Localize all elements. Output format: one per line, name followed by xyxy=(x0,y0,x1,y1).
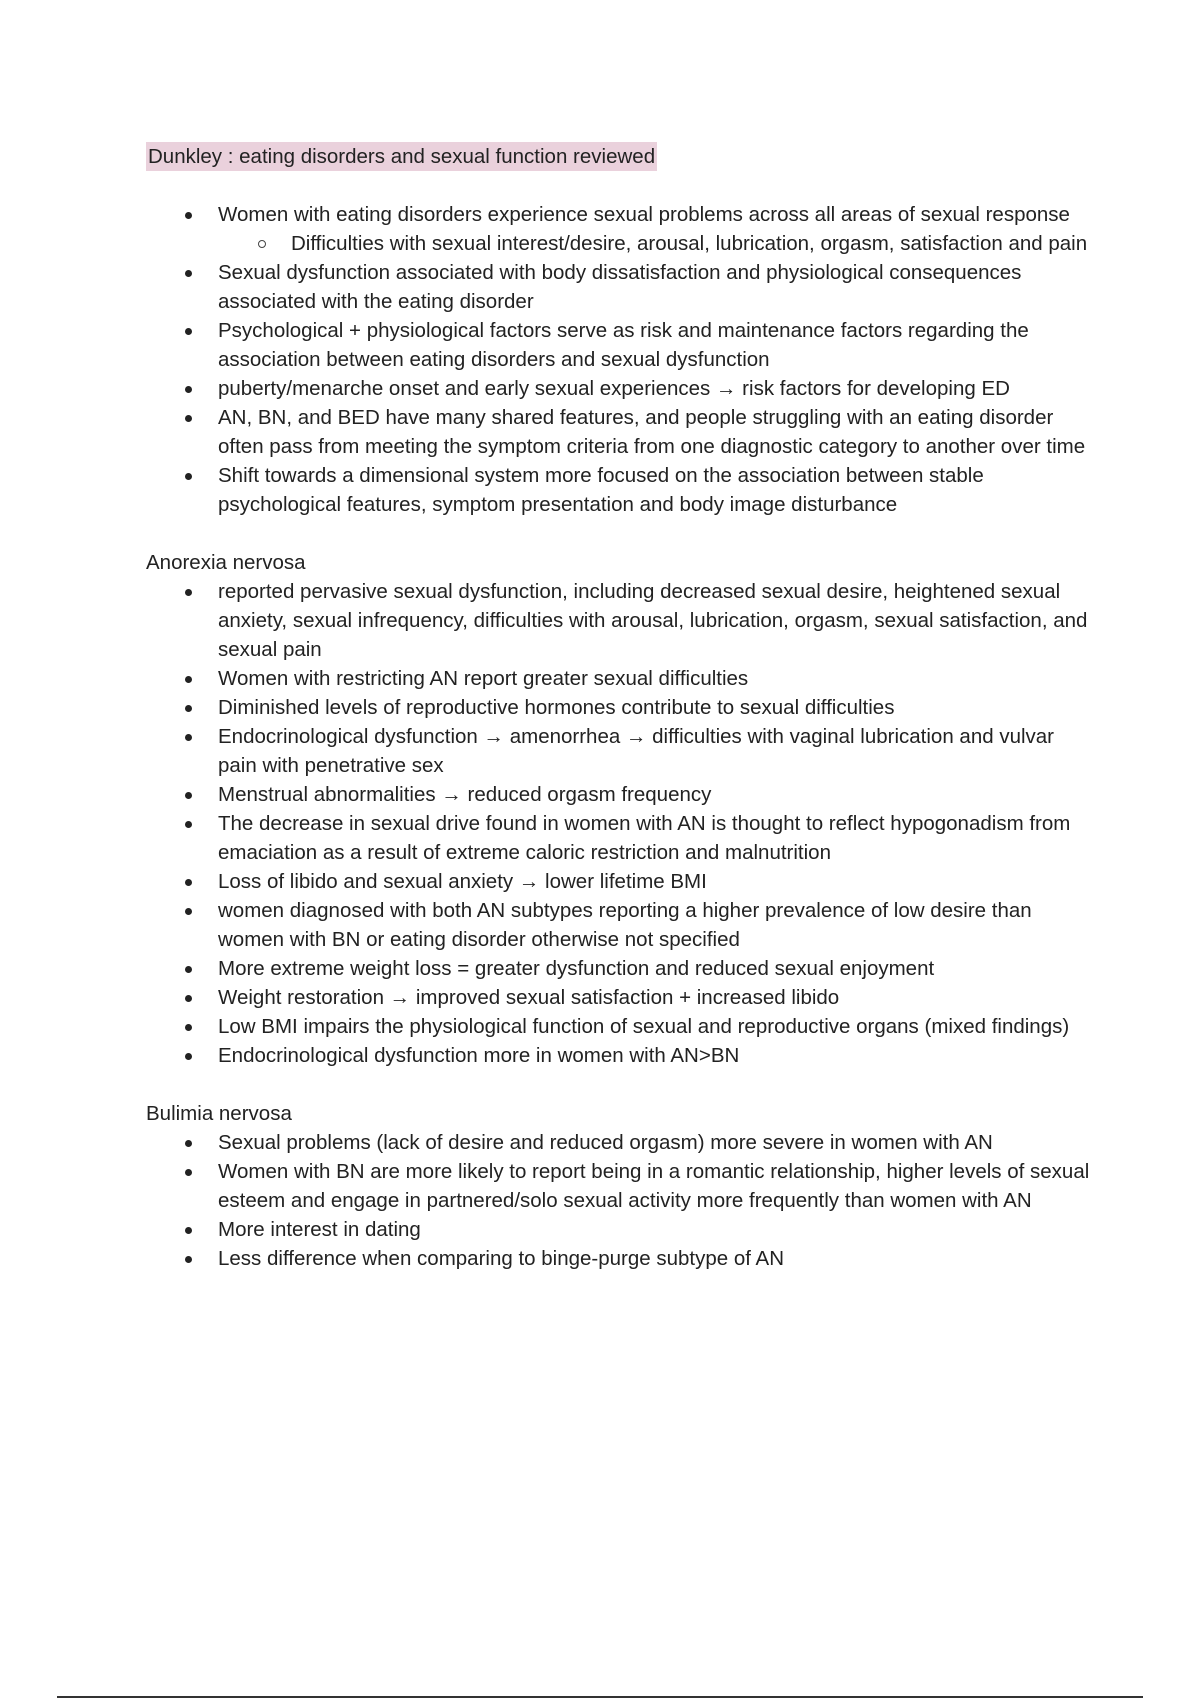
list-item xyxy=(146,374,1096,403)
bullet-text: Less difference when comparing to binge-purge subtype of AN xyxy=(218,1247,785,1270)
list-item xyxy=(146,1012,1096,1041)
sub-bullet-text: Difficulties with sexual interest/desire, arousal, lubrication, orgasm, satisfaction and pain xyxy=(291,232,1088,255)
list-item xyxy=(146,1128,1096,1157)
section-heading-anorexia: Anorexia nervosa xyxy=(146,551,306,574)
list-item xyxy=(146,867,1096,896)
bullet-text: AN, BN, and BED have many shared features, and people struggling with an eating disorder often pass from meeting the symptom criteria from one diagnostic category to another over time xyxy=(218,406,1086,458)
bullet-text: Diminished levels of reproductive hormones contribute to sexual difficulties xyxy=(218,696,895,719)
bullet-text: Sexual dysfunction associated with body dissatisfaction and physiological consequences associated with the eating disorder xyxy=(218,261,1022,313)
bullet-text: The decrease in sexual drive found in women with AN is thought to reflect hypogonadism from emaciation as a result of extreme caloric restriction and malnutrition xyxy=(218,812,1071,864)
section-heading-bulimia: Bulimia nervosa xyxy=(146,1102,292,1125)
bullet-text: Women with eating disorders experience sexual problems across all areas of sexual response xyxy=(218,203,1070,226)
spacer xyxy=(146,519,1096,548)
bullet-text: Women with restricting AN report greater sexual difficulties xyxy=(218,667,749,690)
intro-bullet-list xyxy=(146,200,1096,519)
list-item xyxy=(146,722,1096,780)
list-item xyxy=(146,1041,1096,1070)
list-item xyxy=(146,693,1096,722)
bullet-text: Women with BN are more likely to report being in a romantic relationship, higher levels of sexual esteem and engage in partnered/solo sexual activity more frequently than women with AN xyxy=(218,1160,1090,1212)
document-content xyxy=(146,142,1096,1273)
list-item xyxy=(146,316,1096,374)
list-item xyxy=(146,258,1096,316)
list-item xyxy=(146,403,1096,461)
list-item xyxy=(146,200,1096,258)
bullet-text: reported pervasive sexual dysfunction, including decreased sexual desire, heightened sexual anxiety, sexual infrequency, difficulties with arousal, lubrication, orgasm, sexual satisfaction, and sexual pain xyxy=(218,580,1088,661)
bullet-text: Shift towards a dimensional system more focused on the association between stable psychological features, symptom presentation and body image disturbance xyxy=(218,464,984,516)
bullet-text: Endocrinological dysfunction → amenorrhea → difficulties with vaginal lubrication and vulvar pain with penetrative sex xyxy=(218,725,1055,777)
bullet-text: Loss of libido and sexual anxiety → lower lifetime BMI xyxy=(218,870,707,893)
bullet-text: Low BMI impairs the physiological function of sexual and reproductive organs (mixed findings) xyxy=(218,1015,1070,1038)
list-item xyxy=(146,1215,1096,1244)
bulimia-bullet-list xyxy=(146,1128,1096,1273)
bullet-text: women diagnosed with both AN subtypes reporting a higher prevalence of low desire than women with BN or eating disorder otherwise not specified xyxy=(218,899,1032,951)
spacer xyxy=(146,171,1096,200)
spacer xyxy=(146,1070,1096,1099)
list-item xyxy=(146,1244,1096,1273)
list-item xyxy=(146,954,1096,983)
list-item xyxy=(146,577,1096,664)
bullet-text: Weight restoration → improved sexual satisfaction + increased libido xyxy=(218,986,840,1009)
list-item xyxy=(146,896,1096,954)
list-item xyxy=(146,664,1096,693)
bullet-text: Endocrinological dysfunction more in women with AN>BN xyxy=(218,1044,740,1067)
sub-list-item xyxy=(218,229,1096,258)
bullet-text: puberty/menarche onset and early sexual experiences → risk factors for developing ED xyxy=(218,377,1010,400)
bullet-text: Psychological + physiological factors serve as risk and maintenance factors regarding the association between eating disorders and sexual dysfunction xyxy=(218,319,1029,371)
list-item xyxy=(146,983,1096,1012)
bullet-text: More interest in dating xyxy=(218,1218,421,1241)
list-item xyxy=(146,780,1096,809)
bullet-text: Sexual problems (lack of desire and reduced orgasm) more severe in women with AN xyxy=(218,1131,993,1154)
list-item xyxy=(146,1157,1096,1215)
list-item xyxy=(146,809,1096,867)
sub-bullet-list xyxy=(218,229,1096,258)
anorexia-bullet-list xyxy=(146,577,1096,1070)
bullet-text: More extreme weight loss = greater dysfunction and reduced sexual enjoyment xyxy=(218,957,935,980)
bullet-text: Menstrual abnormalities → reduced orgasm frequency xyxy=(218,783,712,806)
document-title: Dunkley : eating disorders and sexual function reviewed xyxy=(146,142,657,171)
page-bottom-rule xyxy=(57,1696,1143,1698)
list-item xyxy=(146,461,1096,519)
title-line xyxy=(146,142,1096,171)
